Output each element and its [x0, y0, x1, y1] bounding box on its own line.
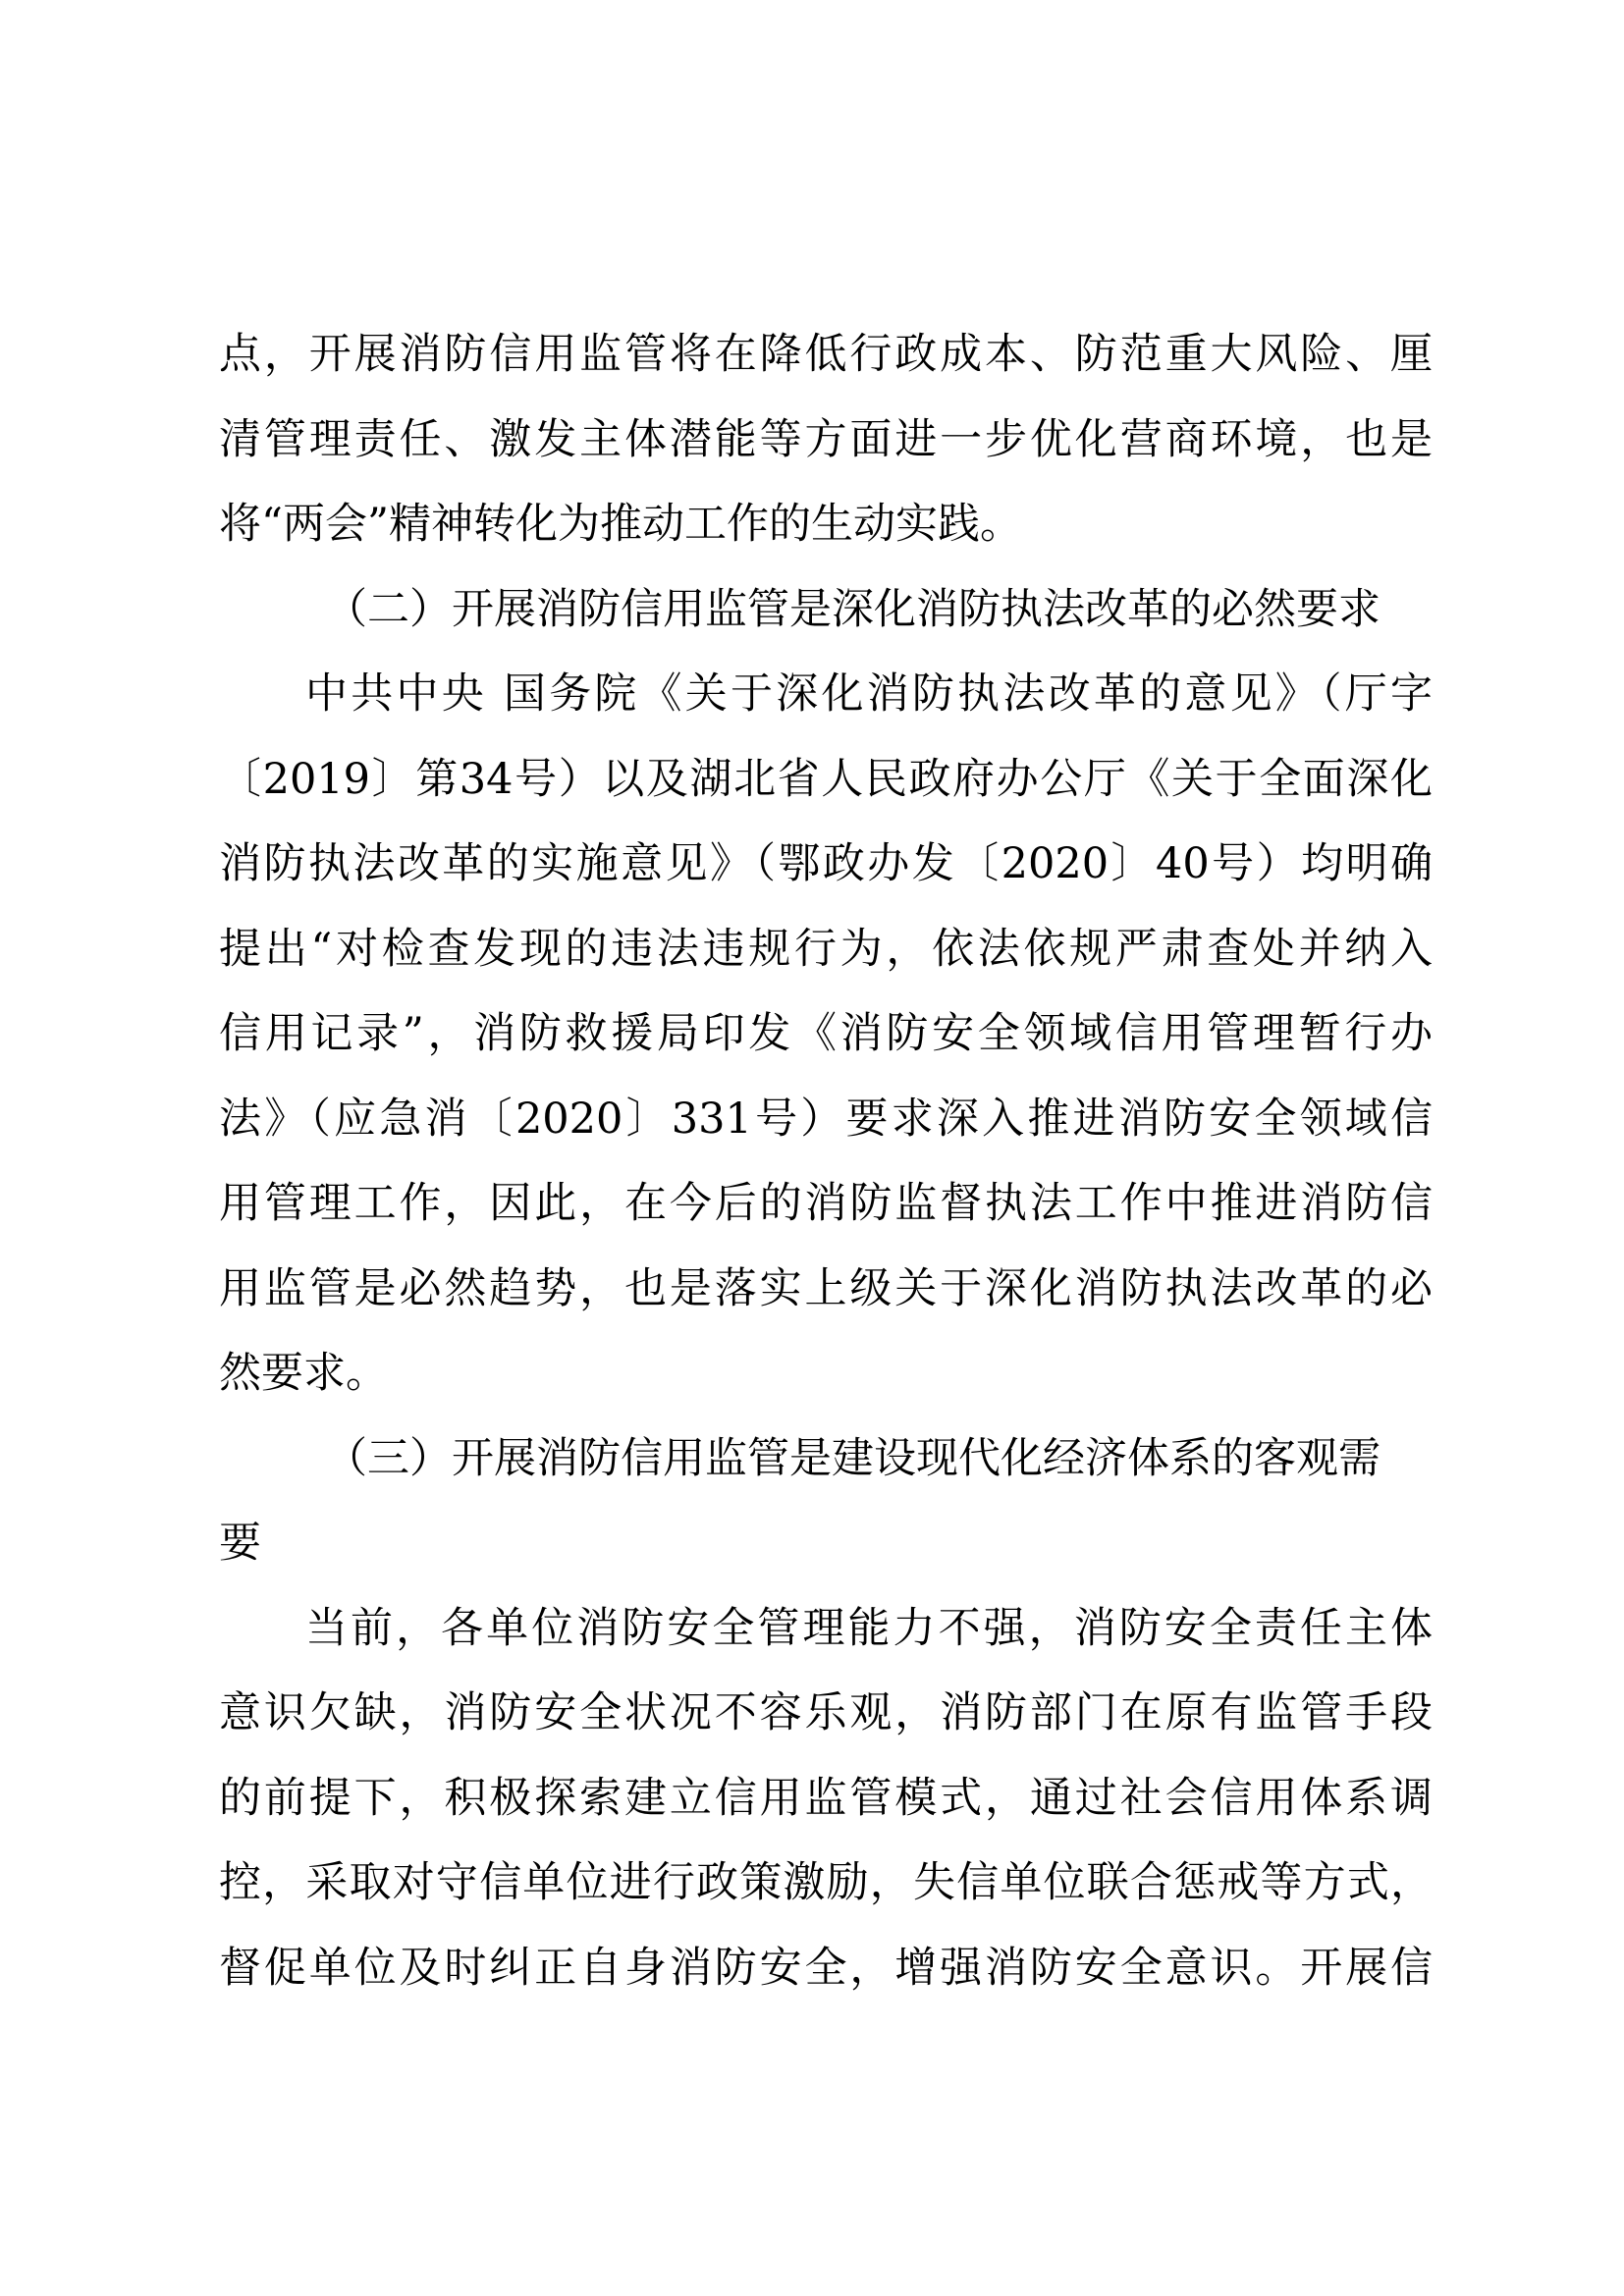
- text-line: 要: [219, 1519, 261, 1568]
- text-line: 控，采取对守信单位进行政策激励，失信单位联合惩戒等方式，: [219, 1858, 1433, 1907]
- text-line: 消防执法改革的实施意见》（鄂政办发〔2020〕40号）均明确: [219, 839, 1433, 888]
- text-line: 意识欠缺，消防安全状况不容乐观，消防部门在原有监管手段: [219, 1688, 1433, 1737]
- document-body: [219, 312, 1433, 2010]
- text-line: 的前提下，积极探索建立信用监管模式，通过社会信用体系调: [219, 1773, 1433, 1823]
- text-line: 信用记录”，消防救援局印发《消防安全领域信用管理暂行办: [219, 1009, 1433, 1058]
- text-line: 中共中央 国务院《关于深化消防执法改革的意见》（厅字: [305, 669, 1433, 719]
- section-heading: （三）开展消防信用监管是建设现代化经济体系的客观需: [325, 1433, 1380, 1483]
- text-line: 法》（应急消〔2020〕331号）要求深入推进消防安全领域信: [219, 1094, 1433, 1144]
- text-line: 然要求。: [219, 1349, 388, 1398]
- text-line: 清管理责任、激发主体潜能等方面进一步优化营商环境，也是: [219, 414, 1433, 464]
- text-line: 将“两会”精神转化为推动工作的生动实践。: [219, 500, 1022, 549]
- text-line: 提出“对检查发现的违法违规行为，依法依规严肃查处并纳入: [219, 924, 1433, 974]
- section-heading: （二）开展消防信用监管是深化消防执法改革的必然要求: [325, 584, 1380, 634]
- text-line: 用监管是必然趋势，也是落实上级关于深化消防执法改革的必: [219, 1263, 1433, 1313]
- text-line: 当前，各单位消防安全管理能力不强，消防安全责任主体: [305, 1603, 1433, 1653]
- text-line: 督促单位及时纠正自身消防安全，增强消防安全意识。开展信: [219, 1943, 1433, 1993]
- text-line: 〔2019〕第34号）以及湖北省人民政府办公厅《关于全面深化: [219, 754, 1433, 804]
- text-line: 用管理工作，因此，在今后的消防监督执法工作中推进消防信: [219, 1179, 1433, 1228]
- text-line: 点，开展消防信用监管将在降低行政成本、防范重大风险、厘: [219, 330, 1433, 379]
